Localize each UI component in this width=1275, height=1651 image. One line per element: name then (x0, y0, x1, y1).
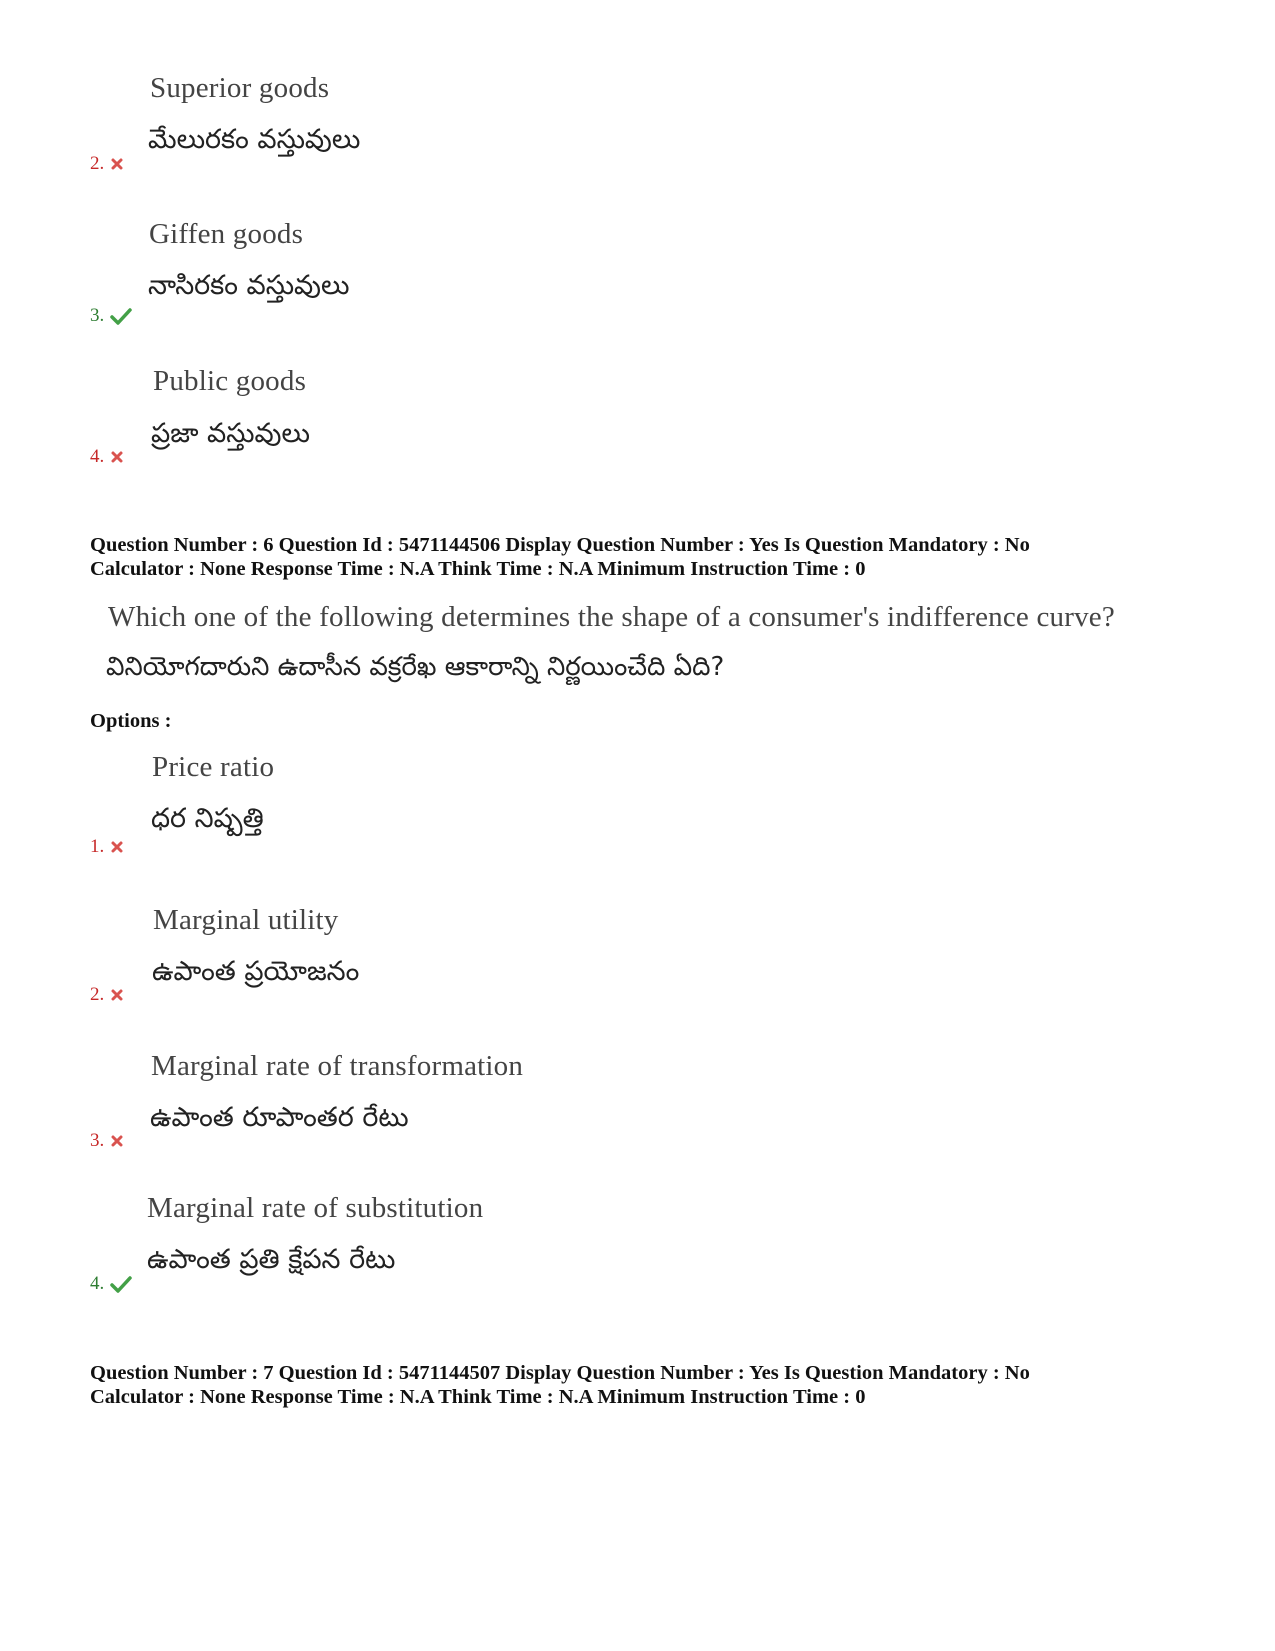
option-number: 4. (90, 1273, 105, 1294)
option-number: 3. (90, 1130, 105, 1151)
question-6-text-english: Which one of the following determines the shape of a consumer's indifference curve? (108, 601, 1115, 633)
q6-option-4-english: Marginal rate of substitution (147, 1192, 484, 1224)
options-label: Options : (90, 710, 172, 732)
cross-icon (110, 988, 124, 1002)
q6-option-3-english: Marginal rate of transformation (151, 1050, 524, 1082)
q6-option-4-telugu: ఉపాంత ప్రతి క్షేపన రేటు (147, 1244, 396, 1275)
q6-option-1-telugu: ధర నిష్పత్తి (151, 803, 264, 834)
q6-option-3-marker (90, 1130, 124, 1152)
prev-option-4-marker (90, 446, 124, 468)
prev-option-2-telugu: మేలురకం వస్తువులు (148, 124, 361, 155)
cross-icon (110, 840, 124, 854)
question-7-meta-line1: Question Number : 7 Question Id : 5471144507 Display Question Number : Yes Is Question Mandatory : No (90, 1362, 1030, 1384)
prev-option-2-english: Superior goods (150, 72, 330, 104)
prev-option-3-telugu: నాసిరకం వస్తువులు (148, 270, 350, 301)
question-6-meta-line1: Question Number : 6 Question Id : 5471144506 Display Question Number : Yes Is Question Mandatory : No (90, 534, 1030, 556)
q6-option-3-telugu: ఉపాంత రూపాంతర రేటు (150, 1102, 409, 1133)
option-number: 1. (90, 836, 105, 857)
question-6-meta-line2: Calculator : None Response Time : N.A Think Time : N.A Minimum Instruction Time : 0 (90, 558, 866, 580)
q6-option-4-marker (90, 1273, 132, 1295)
prev-option-2-marker (90, 153, 124, 175)
q6-option-2-english: Marginal utility (153, 904, 339, 936)
check-icon (110, 307, 132, 325)
cross-icon (110, 157, 124, 171)
check-icon (110, 1275, 132, 1293)
question-6-meta (90, 533, 1030, 581)
q6-option-1-marker (90, 836, 124, 858)
option-number: 2. (90, 984, 105, 1005)
question-7-meta (90, 1361, 1030, 1409)
option-number: 3. (90, 305, 105, 326)
prev-option-4-telugu: ప్రజా వస్తువులు (151, 418, 310, 449)
q6-option-2-marker (90, 984, 124, 1006)
option-number: 2. (90, 153, 105, 174)
question-7-meta-line2: Calculator : None Response Time : N.A Think Time : N.A Minimum Instruction Time : 0 (90, 1386, 866, 1408)
q6-option-1-english: Price ratio (152, 751, 275, 783)
prev-option-4-english: Public goods (153, 365, 307, 397)
prev-option-3-marker (90, 305, 132, 327)
cross-icon (110, 1134, 124, 1148)
q6-option-2-telugu: ఉపాంత ప్రయోజనం (152, 956, 360, 987)
question-6-text-telugu: వినియోగదారుని ఉదాసీన వక్రరేఖ ఆకారాన్ని నిర్ణయించేది ఏది? (106, 652, 725, 682)
option-number: 4. (90, 446, 105, 467)
cross-icon (110, 450, 124, 464)
prev-option-3-english: Giffen goods (149, 218, 304, 250)
